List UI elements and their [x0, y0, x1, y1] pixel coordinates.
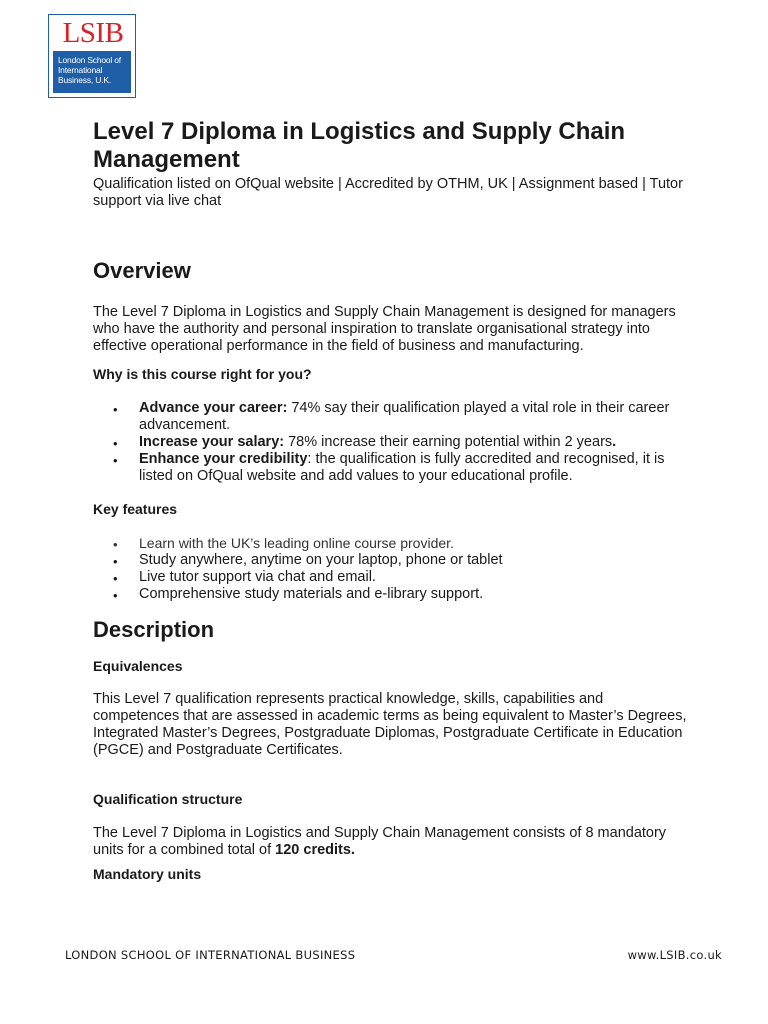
- key-features-heading: Key features: [93, 501, 178, 517]
- structure-paragraph: [93, 825, 693, 859]
- logo-line-3: Business, U.K.: [58, 75, 111, 85]
- equivalences-heading: Equivalences: [93, 658, 183, 674]
- benefit-label: Enhance your credibility: [139, 451, 308, 467]
- list-item: [93, 434, 693, 451]
- list-item: [93, 400, 693, 434]
- credits-value: 120 credits.: [275, 842, 355, 858]
- overview-paragraph: The Level 7 Diploma in Logistics and Supply Chain Management is designed for managers who have the authority and personal inspiration to translate organisational strategy into effective operational performance in the field of business and manufacturing.: [93, 304, 676, 354]
- document-body: [93, 118, 693, 883]
- logo-line-2: International: [58, 65, 103, 75]
- benefit-text: : the qualification is fully accredited and recognised, it is listed on OfQual website and add values to your educational profile.: [139, 451, 665, 484]
- structure-text: The Level 7 Diploma in Logistics and Supply Chain Management consists of 8 mandatory units for a combined total of: [93, 825, 667, 858]
- list-item: • Live tutor support via chat and email.: [93, 569, 693, 586]
- benefit-label: Increase your salary:: [139, 434, 285, 450]
- page-title: Level 7 Diploma in Logistics and Supply Chain Management: [93, 118, 626, 173]
- mandatory-units-heading: Mandatory units: [93, 866, 202, 882]
- description-heading: Description: [93, 617, 215, 642]
- logo-wordmark: LSIB: [62, 17, 124, 49]
- overview-heading: Overview: [93, 258, 191, 283]
- key-features-list: [93, 535, 693, 603]
- logo-line-1: London School of: [58, 55, 121, 65]
- why-heading: Why is this course right for you?: [93, 366, 312, 382]
- lsib-logo: [48, 14, 136, 98]
- list-item: [93, 451, 693, 485]
- page-subtitle: Qualification listed on OfQual website | Accredited by OTHM, UK | Assignment based | Tutor support via live chat: [93, 176, 683, 209]
- footer-website: www.LSIB.co.uk: [627, 948, 722, 962]
- equivalences-paragraph: This Level 7 qualification represents practical knowledge, skills, capabilities and competences that are assessed in academic terms as being equivalent to Master’s Degrees, Integrated Master’s Degrees, Postgraduate Diplomas, Postgraduate Certificate in Education (PGCE) and Postgraduate Certificates.: [93, 691, 687, 758]
- logo-tagline-box: [53, 51, 131, 93]
- benefit-text: 78% increase their earning potential within 2 years: [284, 434, 613, 450]
- page-footer: [65, 948, 722, 962]
- benefit-end: .: [612, 434, 617, 450]
- list-item: • Study anywhere, anytime on your laptop, phone or tablet: [93, 552, 693, 569]
- benefit-label: Advance your career:: [139, 400, 288, 416]
- benefits-list: [93, 400, 693, 485]
- list-item: • Comprehensive study materials and e-library support.: [93, 586, 693, 603]
- benefit-text: 74% say their qualification played a vital role in their career advancement.: [139, 400, 670, 433]
- footer-school-name: LONDON SCHOOL OF INTERNATIONAL BUSINESS: [65, 948, 356, 962]
- list-item: • Learn with the UK’s leading online course provider.: [93, 535, 693, 552]
- structure-heading: Qualification structure: [93, 791, 243, 807]
